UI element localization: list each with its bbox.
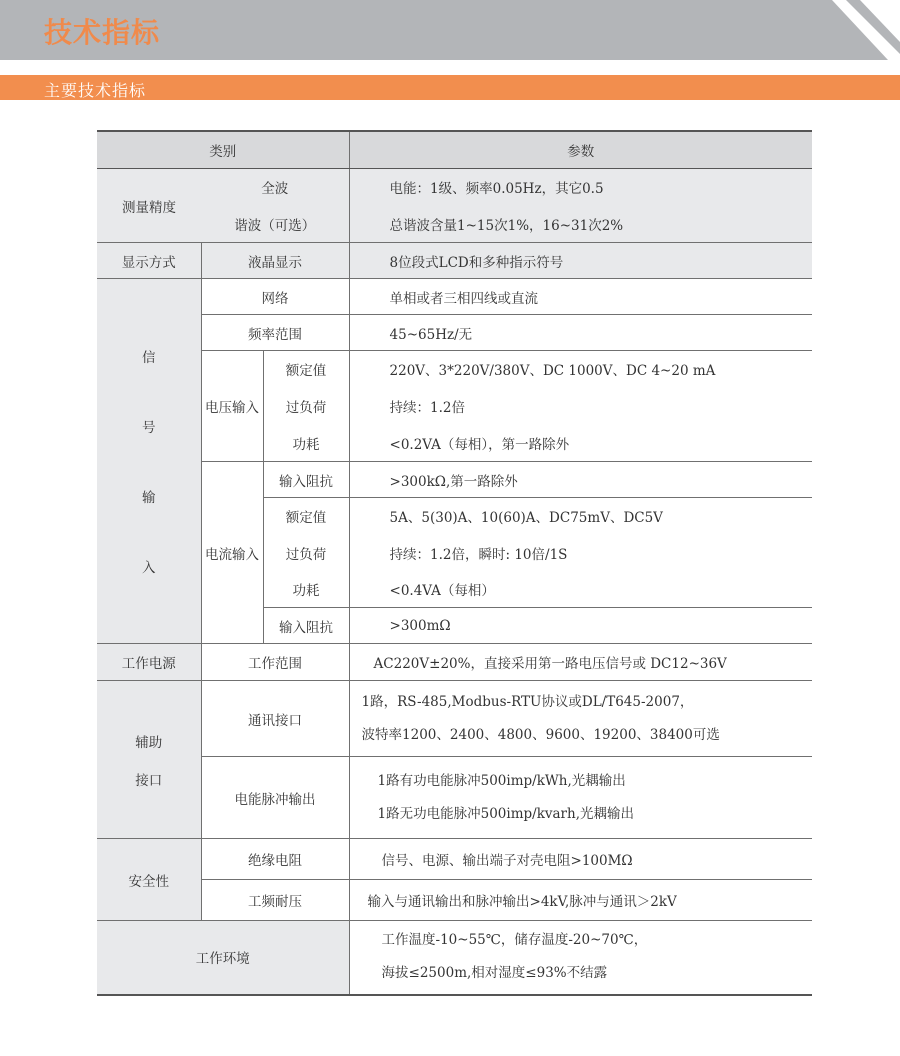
cat-signal-char: 入 bbox=[142, 560, 156, 576]
table-row bbox=[97, 880, 812, 921]
val-current-impedance: >300mΩ bbox=[349, 608, 812, 644]
val-pulse-output bbox=[349, 757, 812, 839]
table-row bbox=[97, 206, 812, 243]
table-row bbox=[97, 462, 812, 498]
sub-full-wave: 全波 bbox=[201, 169, 349, 206]
table-row bbox=[97, 839, 812, 880]
cat-signal-chars bbox=[97, 346, 201, 576]
sub-current-overload: 过负荷 bbox=[263, 535, 349, 572]
val-insulation: 信号、电源、输出端子对壳电阻>100MΩ bbox=[349, 839, 812, 880]
cat-measure: 测量精度 bbox=[97, 169, 201, 243]
val-freq-range: 45~65Hz/无 bbox=[349, 315, 812, 351]
sub-pulse-output: 电能脉冲输出 bbox=[201, 757, 349, 839]
table-row bbox=[97, 351, 812, 388]
section-title: 主要技术指标 bbox=[44, 81, 147, 100]
val-comm-interface bbox=[349, 681, 812, 757]
sub-withstand: 工频耐压 bbox=[201, 880, 349, 921]
val-env-line: 海拔≤2500m,相对湿度≤93%不结露 bbox=[381, 965, 608, 982]
sub-harmonic: 谐波（可选） bbox=[201, 206, 349, 243]
sub-current-impedance: 输入阻抗 bbox=[263, 608, 349, 644]
val-work-range: AC220V±20%，直接采用第一路电压信号或 DC12~36V bbox=[349, 644, 812, 681]
spec-table bbox=[97, 130, 812, 996]
cat-aux-interface bbox=[97, 681, 201, 839]
val-pulse-line: 1路有功电能脉冲500imp/kWh,光耦输出 bbox=[377, 772, 626, 789]
sub-voltage-impedance: 输入阻抗 bbox=[263, 462, 349, 498]
table-row bbox=[97, 921, 812, 995]
table-row bbox=[97, 315, 812, 351]
val-current-power: <0.4VA（每相） bbox=[349, 572, 812, 608]
table-row bbox=[97, 757, 812, 839]
val-lcd: 8位段式LCD和多种指示符号 bbox=[349, 243, 812, 279]
val-harmonic: 总谐波含量1~15次1%，16~31次2% bbox=[349, 206, 812, 243]
cat-signal-input bbox=[97, 279, 201, 644]
sub-freq-range: 频率范围 bbox=[201, 315, 349, 351]
table-row bbox=[97, 279, 812, 315]
val-network: 单相或者三相四线或直流 bbox=[349, 279, 812, 315]
val-voltage-power: <0.2VA（每相），第一路除外 bbox=[349, 425, 812, 462]
sub-lcd: 液晶显示 bbox=[201, 243, 349, 279]
val-voltage-overload: 持续：1.2倍 bbox=[389, 400, 466, 416]
sub-voltage-power: 功耗 bbox=[263, 425, 349, 462]
sub-current-input: 电流输入 bbox=[201, 462, 263, 644]
cat-environment: 工作环境 bbox=[97, 921, 349, 995]
sub-current-rated: 额定值 bbox=[263, 498, 349, 535]
sub-work-range: 工作范围 bbox=[201, 644, 349, 681]
cat-signal-char: 信 bbox=[142, 350, 156, 366]
val-current-overload: 持续：1.2倍，瞬时: 10倍/1S bbox=[389, 547, 568, 563]
table-row bbox=[97, 644, 812, 681]
header-category: 类别 bbox=[97, 131, 349, 169]
cat-signal-char: 号 bbox=[142, 420, 156, 436]
cat-power-supply: 工作电源 bbox=[97, 644, 201, 681]
cat-signal-char: 输 bbox=[142, 490, 156, 506]
val-env-line: 工作温度-10~55℃，储存温度-20~70℃， bbox=[381, 932, 648, 949]
val-voltage-rated: 220V、3*220V/380V、DC 1000V、DC 4~20 mA bbox=[389, 363, 716, 380]
table-row bbox=[97, 681, 812, 757]
cat-display: 显示方式 bbox=[97, 243, 201, 279]
table-row bbox=[97, 243, 812, 279]
val-comm-line: 1路，RS-485,Modbus-RTU协议或DL/T645-2007， bbox=[361, 693, 694, 710]
val-current-rated: 5A、5(30)A、10(60)A、DC75mV、DC5V bbox=[389, 510, 663, 527]
val-full-wave: 电能：1级、频率0.05Hz，其它0.5 bbox=[349, 169, 812, 206]
val-environment bbox=[349, 921, 812, 995]
val-voltage-impedance: >300kΩ,第一路除外 bbox=[349, 462, 812, 498]
sub-voltage-overload: 过负荷 bbox=[263, 388, 349, 425]
page-title: 技术指标 bbox=[44, 16, 161, 49]
cat-aux-label bbox=[97, 731, 201, 789]
val-comm-line: 波特率1200、2400、4800、9600、19200、38400可选 bbox=[361, 726, 720, 743]
sub-insulation: 绝缘电阻 bbox=[201, 839, 349, 880]
table-row bbox=[97, 169, 812, 206]
val-withstand: 输入与通讯输出和脉冲输出>4kV,脉冲与通讯＞2kV bbox=[349, 880, 812, 921]
sub-current-power: 功耗 bbox=[263, 572, 349, 608]
cat-aux-line: 接口 bbox=[135, 772, 163, 789]
sub-voltage-input: 电压输入 bbox=[201, 351, 263, 462]
sub-voltage-rated: 额定值 bbox=[263, 351, 349, 388]
table-header-row bbox=[97, 131, 812, 169]
sub-network: 网络 bbox=[201, 279, 349, 315]
cat-aux-line: 辅助 bbox=[135, 734, 163, 751]
sub-comm-interface: 通讯接口 bbox=[201, 681, 349, 757]
header-param: 参数 bbox=[349, 131, 812, 169]
cat-safety: 安全性 bbox=[97, 839, 201, 921]
val-pulse-line: 1路无功电能脉冲500imp/kvarh,光耦输出 bbox=[377, 805, 634, 822]
